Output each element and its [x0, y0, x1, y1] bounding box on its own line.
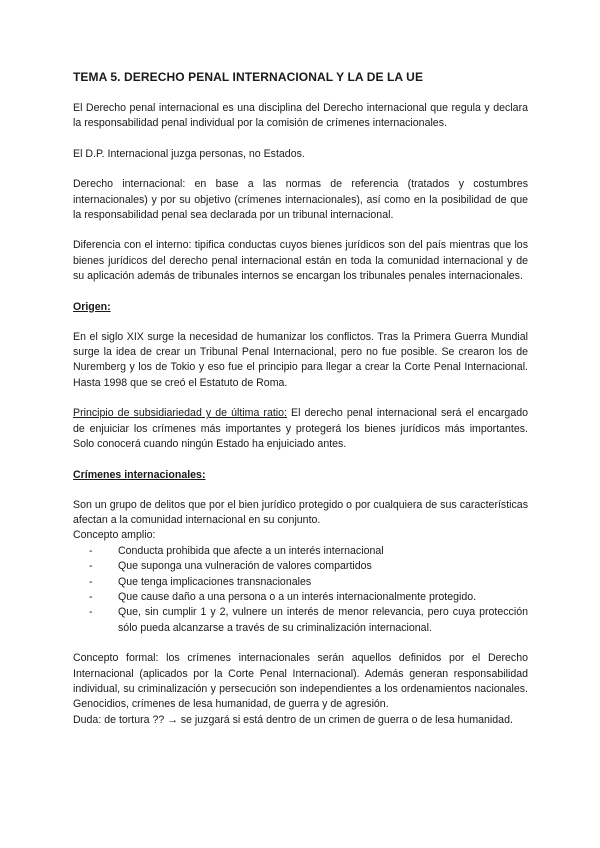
paragraph-origen: En el siglo XIX surge la necesidad de humanizar los conflictos. Tras la Primera Guerra Mundial surge la idea de crear un Tribunal Penal Internacional, pero no fue posible. Se crearon los de Nuremberg y los de Tokio y eso fue el principio para llegar a crear la Corte Penal Internacional. Hasta 1998 que se creó el Estatuto de Roma.	[73, 330, 528, 389]
list-item: - Que suponga una vulneración de valores compartidos	[89, 559, 528, 574]
paragraph-derecho-internacional: Derecho internacional: en base a las normas de referencia (tratados y costumbres internacionales) y por su objetivo (crímenes internacionales), así como en la posibilidad de que la responsabilidad penal sea declarada por un tribunal internacional.	[73, 178, 528, 222]
paragraph-concepto-formal: Concepto formal: los crímenes internacionales serán aquellos definidos por el Derecho Internacional (aplicados por la Corte Penal Internacional). Además generan responsabilidad individual, su criminalización y persecución son independientes a los ordenamientos nacionales. Genocidios, crímenes de lesa humanidad, de guerra y de agresión.	[73, 652, 528, 711]
concepto-amplio-list	[73, 544, 528, 636]
dash-marker: -	[89, 590, 93, 603]
list-item: - Que cause daño a una persona o a un interés internacionalmente protegido.	[89, 590, 528, 605]
paragraph-duda: Duda: de tortura ?? → se juzgará si está dentro de un crimen de guerra o de lesa humanidad.	[73, 713, 513, 726]
heading-crimenes: Crímenes internacionales:	[73, 468, 206, 481]
paragraph-diferencia-interno: Diferencia con el interno: tipifica conductas cuyos bienes jurídicos son del país mientras que los bienes jurídicos del derecho penal internacional están en toda la comunidad internacional y de su aplicación además de tribunales internos se encargan los tribunales penales internacionales.	[73, 239, 528, 283]
dash-marker: -	[89, 575, 93, 588]
principio-label: Principio de subsidiariedad y de última ratio:	[73, 407, 287, 420]
dash-marker: -	[89, 606, 93, 619]
dash-marker: -	[89, 544, 93, 557]
list-item: - Conducta prohibida que afecte a un interés internacional	[89, 544, 528, 559]
paragraph-juzga-personas: El D.P. Internacional juzga personas, no Estados.	[73, 147, 305, 160]
list-item: - Que tenga implicaciones transnacionales	[89, 575, 528, 590]
heading-origen: Origen:	[73, 300, 111, 313]
dash-marker: -	[89, 560, 93, 573]
paragraph-definition: El Derecho penal internacional es una disciplina del Derecho internacional que regula y declara la responsabilidad penal individual por la comisión de crímenes internacionales.	[73, 102, 528, 130]
concepto-amplio-label: Concepto amplio:	[73, 529, 156, 542]
list-item: - Que, sin cumplir 1 y 2, vulnere un interés de menor relevancia, pero cuya protección sólo pueda alcanzarse a través de su criminalización internacional.	[89, 606, 528, 634]
paragraph-crimenes-definition: Son un grupo de delitos que por el bien jurídico protegido o por cualquiera de sus características afectan a la comunidad internacional en su conjunto.	[73, 498, 528, 526]
principio-text: El derecho penal internacional será el encargado de enjuiciar los crímenes más importantes y protegerá los bienes jurídicos más importantes. Solo conocerá cuando ningún Estado ha enjuiciado antes.	[73, 407, 528, 451]
document-title: TEMA 5. DERECHO PENAL INTERNACIONAL Y LA DE LA UE	[73, 70, 424, 84]
paragraph-principio	[73, 406, 528, 452]
